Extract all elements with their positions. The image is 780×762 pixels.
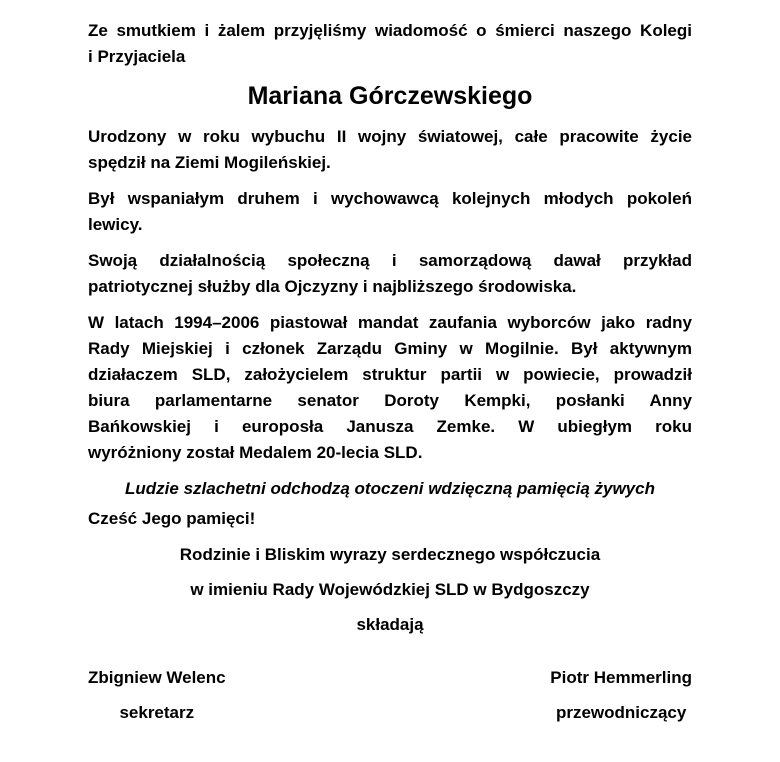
body-paragraph-4-line-2: Rady Miejskiej i członek Zarządu Gminy w Mogilnie. Był aktywnym: [88, 339, 692, 358]
signature-block: [88, 665, 692, 726]
intro-paragraph: [88, 18, 692, 70]
body-paragraph-1-line-1: Urodzony w roku wybuchu II wojny światowej, całe pracowite życie: [88, 127, 692, 146]
body-paragraph-4: [88, 310, 692, 466]
body-paragraph-4-line-4: biura parlamentarne senator Doroty Kempki, posłanki Anny: [88, 391, 692, 410]
body-paragraph-4-line-6: wyróżniony został Medalem 20-lecia SLD.: [88, 443, 423, 462]
body-paragraph-4-line-5: Bańkowskiej i europosła Janusza Zemke. W ubiegłym roku: [88, 417, 692, 436]
body-paragraph-3: [88, 248, 692, 300]
deceased-name-heading: Mariana Górczewskiego: [247, 82, 533, 110]
body-paragraph-2-line-2: lewicy.: [88, 215, 143, 234]
closing-line-on-behalf: w imieniu Rady Wojewódzkiej SLD w Bydgoszczy: [190, 580, 590, 599]
signature-right-name: Piotr Hemmerling: [550, 668, 692, 687]
closing-line-condolences: Rodzinie i Bliskim wyrazy serdecznego współczucia: [179, 545, 601, 564]
body-paragraph-4-line-1: W latach 1994–2006 piastował mandat zaufania wyborców jako radny: [88, 313, 692, 332]
closing-line-submitted-by: składają: [356, 615, 424, 634]
farewell-line: Cześć Jego pamięci!: [88, 509, 256, 528]
intro-line-2: i Przyjaciela: [88, 47, 186, 66]
signature-right: [550, 665, 692, 726]
closing-section: [88, 542, 692, 638]
body-paragraph-1: [88, 124, 692, 176]
intro-line-1: Ze smutkiem i żalem przyjęliśmy wiadomość o śmierci naszego Kolegi: [88, 21, 692, 40]
body-paragraph-3-line-1: Swoją działalnością społeczną i samorządową dawał przykład: [88, 251, 692, 270]
body-paragraph-2: [88, 186, 692, 238]
signature-left: [88, 665, 226, 726]
signature-right-role: przewodniczący: [555, 703, 687, 722]
body-paragraph-3-line-2: patriotycznej służby dla Ojczyzny i najbliższego środowiska.: [88, 277, 577, 296]
body-paragraph-4-line-3: działaczem SLD, założycielem struktur partii w powiecie, prowadził: [88, 365, 692, 384]
signature-left-role: sekretarz: [119, 703, 195, 722]
body-paragraph-1-line-2: spędził na Ziemi Mogileńskiej.: [88, 153, 331, 172]
epitaph-line: Ludzie szlachetni odchodzą otoczeni wdzięczną pamięcią żywych: [125, 479, 655, 498]
body-paragraph-2-line-1: Był wspaniałym druhem i wychowawcą kolejnych młodych pokoleń: [88, 189, 692, 208]
signature-left-name: Zbigniew Welenc: [88, 668, 226, 687]
